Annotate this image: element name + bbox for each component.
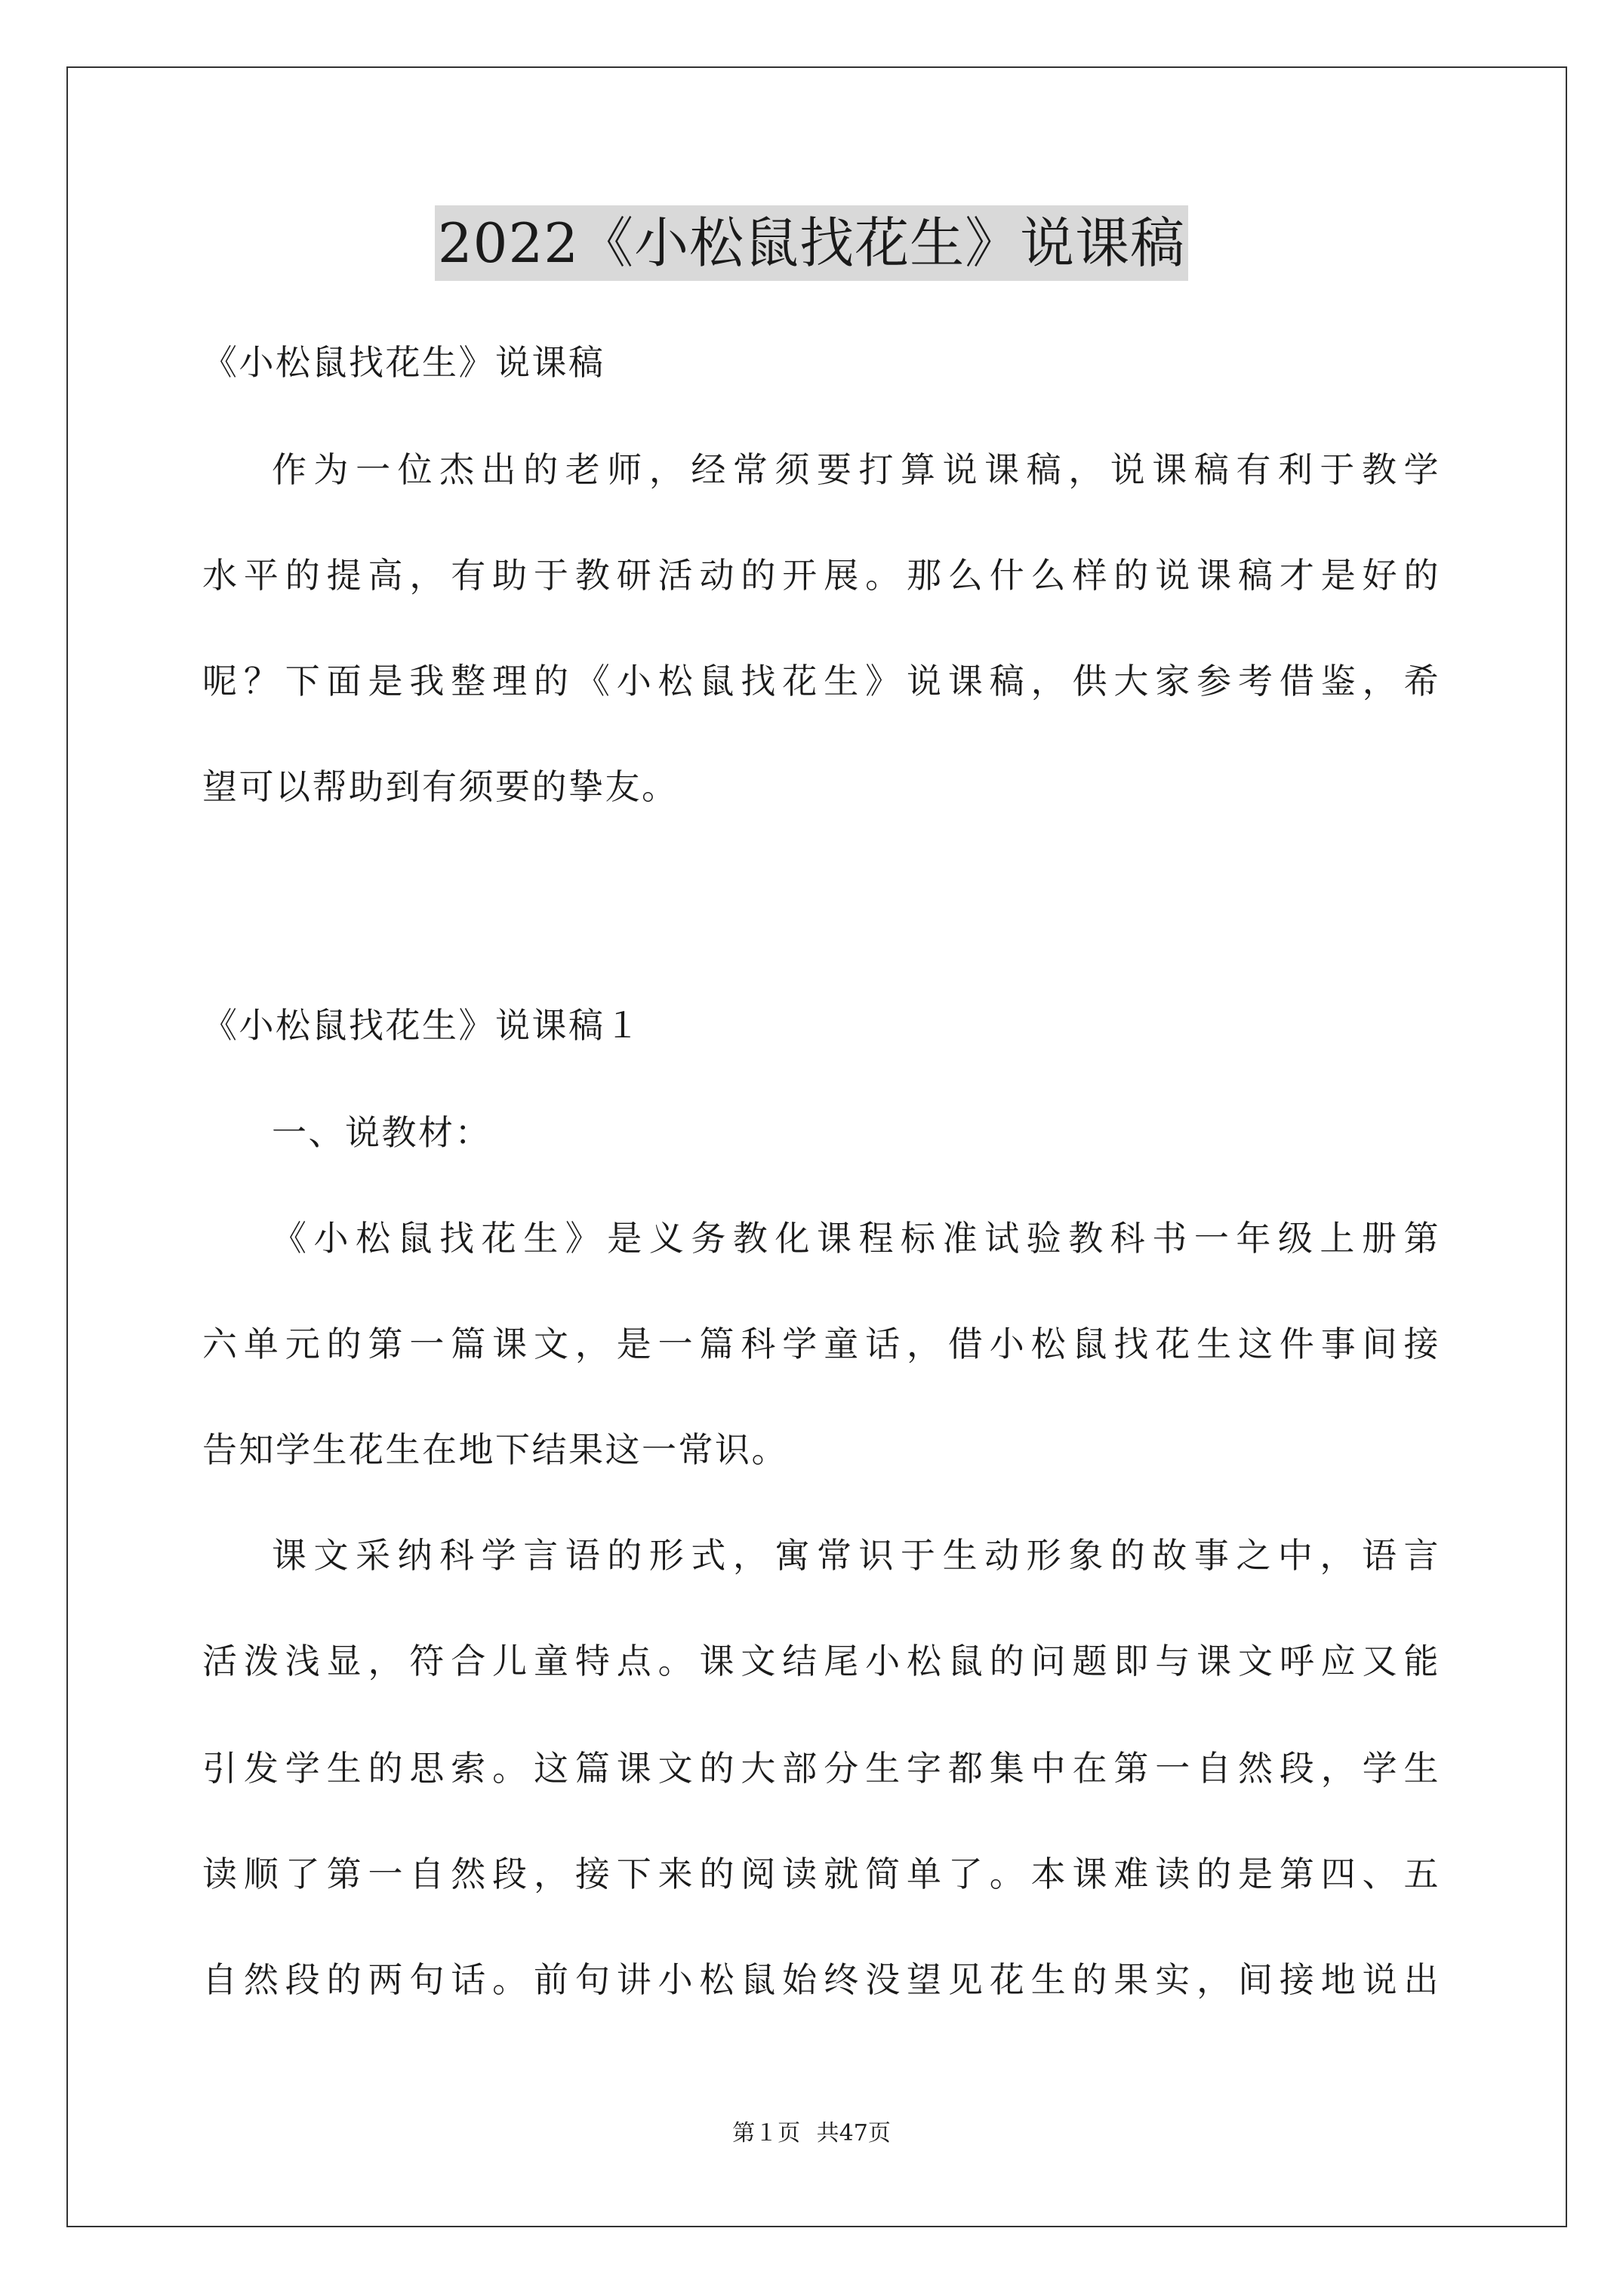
subsection-heading: 一、说教材： [272,1112,491,1153]
paragraph-line: 引发学生的思索。这篇课文的大部分生字都集中在第一自然段，学生 [202,1748,1440,1789]
paragraph-line: 告知学生花生在地下结果这一常识。 [202,1429,788,1470]
title-container [0,205,1623,281]
paragraph-line: 作为一位杰出的老师，经常须要打算说课稿，说课稿有利于教学 [272,449,1440,490]
paragraph-line: 课文采纳科学言语的形式，寓常识于生动形象的故事之中，语言 [272,1535,1440,1576]
section-heading: 《小松鼠找花生》说课稿１ [202,1005,642,1046]
paragraph-line: 六单元的第一篇课文，是一篇科学童话，借小松鼠找花生这件事间接 [202,1324,1440,1364]
subtitle-line: 《小松鼠找花生》说课稿 [202,342,605,383]
paragraph-line: 呢？下面是我整理的《小松鼠找花生》说课稿，供大家参考借鉴，希 [202,661,1440,701]
paragraph-line: 《小松鼠找花生》是义务教化课程标准试验教科书一年级上册第 [272,1218,1440,1259]
paragraph-line: 活泼浅显，符合儿童特点。课文结尾小松鼠的问题即与课文呼应又能 [202,1641,1440,1681]
page-number-total: 共47页 [816,2120,891,2147]
paragraph-line: 水平的提高，有助于教研活动的开展。那么什么样的说课稿才是好的 [202,555,1440,596]
document-title: 2022《小松鼠找花生》说课稿 [435,205,1188,281]
paragraph-line: 自然段的两句话。前句讲小松鼠始终没望见花生的果实，间接地说出 [202,1959,1440,2000]
page-number-current: 第１页 [732,2120,801,2147]
paragraph-line: 望可以帮助到有须要的挚友。 [202,766,679,807]
paragraph-line: 读顺了第一自然段，接下来的阅读就简单了。本课难读的是第四、五 [202,1854,1440,1894]
page-footer [0,2119,1623,2149]
